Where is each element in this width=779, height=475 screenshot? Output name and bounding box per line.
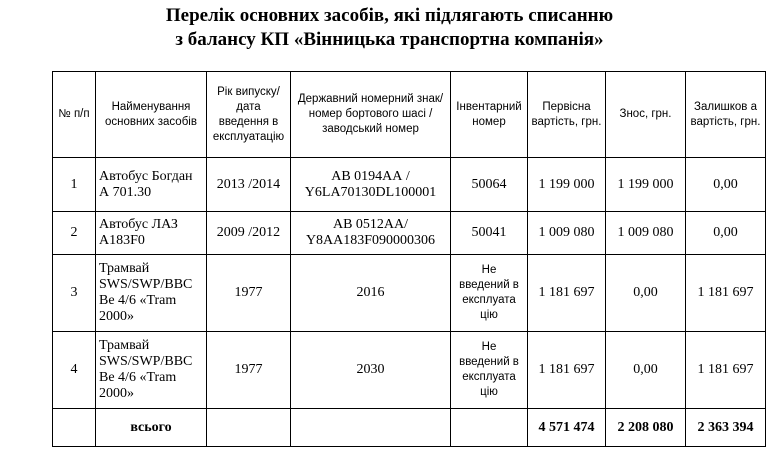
cell-registration: 2016 (291, 255, 451, 332)
cell-year: 2009 /2012 (207, 212, 291, 255)
cell-empty (53, 409, 96, 447)
cell-year: 2013 /2014 (207, 158, 291, 212)
assets-table (52, 71, 766, 447)
col-header-inventory: Інвентарний номер (451, 72, 528, 158)
col-header-initial-cost: Первісна вартість, грн. (528, 72, 606, 158)
title-line-2: з балансу КП «Вінницька транспортна компанія» (175, 29, 604, 50)
cell-number: 2 (53, 212, 96, 255)
cell-initial-cost: 1 009 080 (528, 212, 606, 255)
cell-number: 3 (53, 255, 96, 332)
col-header-registration: Державний номерний знак/ номер бортового шасі /заводський номер (291, 72, 451, 158)
cell-empty (451, 409, 528, 447)
total-residual: 2 363 394 (686, 409, 766, 447)
cell-residual: 0,00 (686, 158, 766, 212)
cell-initial-cost: 1 181 697 (528, 332, 606, 409)
cell-residual: 0,00 (686, 212, 766, 255)
cell-year: 1977 (207, 255, 291, 332)
table-total-row (53, 409, 766, 447)
cell-inventory: Не введений в експлуата цію (451, 332, 528, 409)
cell-inventory: 50064 (451, 158, 528, 212)
cell-inventory: Не введений в експлуата цію (451, 255, 528, 332)
cell-name: Автобус Богдан А 701.30 (96, 158, 207, 212)
cell-inventory: 50041 (451, 212, 528, 255)
table-row (53, 212, 766, 255)
cell-depreciation: 0,00 (606, 255, 686, 332)
cell-name: Автобус ЛАЗ А183F0 (96, 212, 207, 255)
cell-name: Трамвай SWS/SWP/BBC Be 4/6 «Tram 2000» (96, 332, 207, 409)
table-row (53, 255, 766, 332)
cell-depreciation: 1 199 000 (606, 158, 686, 212)
cell-registration: АВ 0512АА/ Y8AA183F090000306 (291, 212, 451, 255)
cell-name: Трамвай SWS/SWP/BBC Be 4/6 «Tram 2000» (96, 255, 207, 332)
total-depreciation: 2 208 080 (606, 409, 686, 447)
cell-registration: 2030 (291, 332, 451, 409)
title-line-1: Перелік основних засобів, які підлягають списанню (165, 5, 614, 26)
total-initial-cost: 4 571 474 (528, 409, 606, 447)
col-header-name: Найменування основних засобів (96, 72, 207, 158)
table-row (53, 332, 766, 409)
cell-number: 1 (53, 158, 96, 212)
cell-empty (291, 409, 451, 447)
col-header-year: Рік випуску/ дата введення в експлуатацію (207, 72, 291, 158)
col-header-number: № п/п (53, 72, 96, 158)
cell-residual: 1 181 697 (686, 255, 766, 332)
cell-empty (207, 409, 291, 447)
table-row (53, 158, 766, 212)
cell-number: 4 (53, 332, 96, 409)
cell-depreciation: 0,00 (606, 332, 686, 409)
cell-registration: АВ 0194АА / Y6LA70130DL100001 (291, 158, 451, 212)
cell-residual: 1 181 697 (686, 332, 766, 409)
table-header-row (53, 72, 766, 158)
cell-depreciation: 1 009 080 (606, 212, 686, 255)
total-label: всього (96, 409, 207, 447)
cell-initial-cost: 1 199 000 (528, 158, 606, 212)
col-header-depreciation: Знос, грн. (606, 72, 686, 158)
document-title (0, 4, 779, 52)
cell-initial-cost: 1 181 697 (528, 255, 606, 332)
cell-year: 1977 (207, 332, 291, 409)
col-header-residual: Залишков а вартість, грн. (686, 72, 766, 158)
